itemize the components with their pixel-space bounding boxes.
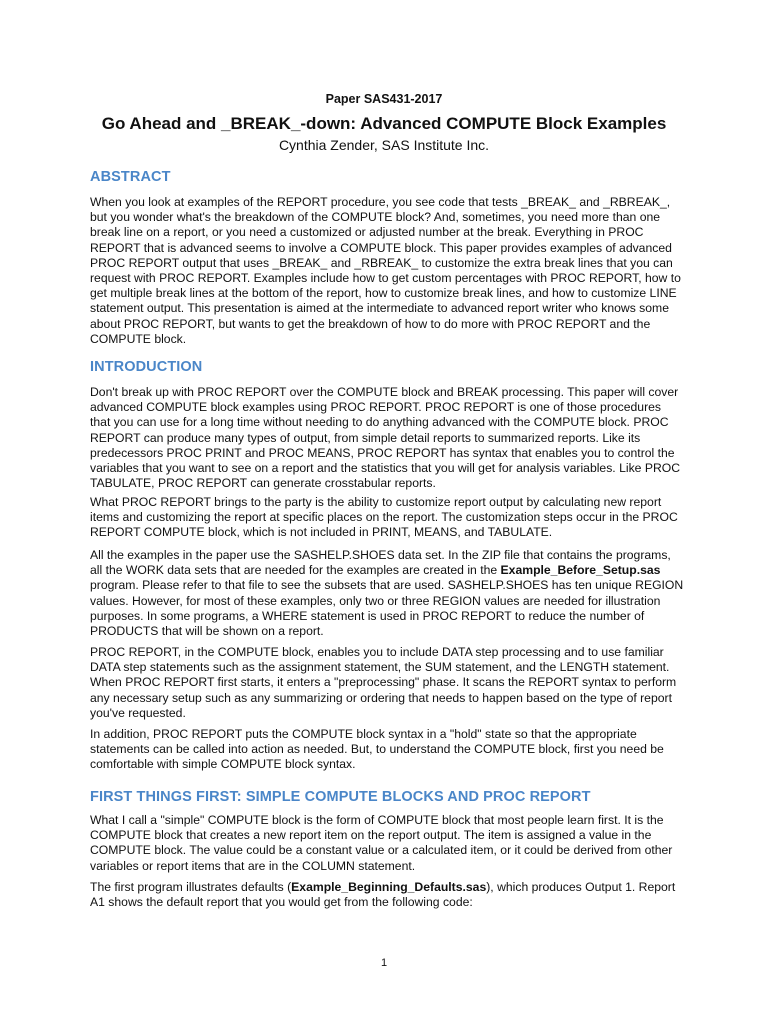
page-number: 1 [380,957,388,969]
intro-paragraph-3 [90,548,684,639]
intro-paragraph-4: PROC REPORT, in the COMPUTE block, enables you to include DATA step processing and to use familiar DATA step statements such as the assignment statement, the SUM statement, and the LENGTH statement. When PROC REPORT first starts, it enters a "preprocessing" phase. It scans the REPORT syntax to perform any necessary setup such as any summarizing or ordering that needs to happen based on the type of report you've requested. [90,645,677,720]
setup-filename: Example_Before_Setup.sas [500,563,661,578]
intro-paragraph-2: What PROC REPORT brings to the party is the ability to customize report output by calculating new report items and customizing the report at specific places on the report. The customization steps occur in the PROC REPORT COMPUTE block, which is not included in PRINT, MEANS, and TABULATE. [90,495,678,540]
intro-paragraph-1: Don't break up with PROC REPORT over the COMPUTE block and BREAK processing. This paper will cover advanced COMPUTE block examples using PROC REPORT. PROC REPORT is one of those procedures that you can use for a long time without needing to do anything advanced with the COMPUTE block. PROC REPORT can produce many types of output, from simple detail reports to summarized reports. Like its predecessors PROC PRINT and PROC MEANS, PROC REPORT has syntax that enables you to control the variables that you want to see on a report and the statistics that you will get for analysis variables. Like PROC TABULATE, PROC REPORT can generate crosstabular reports. [90,385,681,491]
defaults-filename: Example_Beginning_Defaults.sas [291,880,487,894]
first-things-paragraph-2-part-a: The first program illustrates defaults ( [90,880,292,894]
intro-paragraph-3-part-a: All the examples in the paper use the SASHELP.SHOES data set. In the ZIP file that contains the programs, all the WORK data sets that are needed for the examples are created in the [90,548,671,578]
heading-introduction: INTRODUCTION [90,359,203,375]
abstract-paragraph: When you look at examples of the REPORT procedure, you see code that tests _BREAK_ and _RBREAK_, but you wonder what's the breakdown of the COMPUTE block? And, sometimes, you need more than one break line on a report, or you need a customized or adjusted number at the break. Everything in PROC REPORT that is advanced seems to involve a COMPUTE block. This paper provides examples of advanced PROC REPORT output that uses _BREAK_ and _RBREAK_ to customize the extra break lines that you can request with PROC REPORT. Examples include how to get custom percentages with PROC REPORT, how to get multiple break lines at the bottom of the report, how to customize break lines, and how to customize LINE statement output. This presentation is aimed at the intermediate to advanced report writer who knows some about PROC REPORT, but wants to get the breakdown of how to do more with PROC REPORT and the COMPUTE block. [90,195,681,346]
first-things-paragraph-1: What I call a "simple" COMPUTE block is the form of COMPUTE block that most people learn first. It is the COMPUTE block that creates a new report item on the report output. The item is assigned a value in the COMPUTE block. The value could be a constant value or a calculated item, or it could be derived from other variables or report items that are in the COLUMN statement. [90,813,673,873]
intro-paragraph-3-part-b: program. Please refer to that file to see the subsets that are used. SASHELP.SHOES has ten unique REGION values. However, for most of these examples, only two or three REGION values are needed for illustration purposes. In some programs, a WHERE statement is used in PROC REPORT to reduce the number of PRODUCTS that will be shown on a report. [90,578,684,639]
author-line: Cynthia Zender, SAS Institute Inc. [278,137,490,153]
first-things-paragraph-2-part-b: ), which produces Output 1. Report A1 shows the default report that you would get from the following code: [90,880,676,910]
intro-paragraph-5: In addition, PROC REPORT puts the COMPUTE block syntax in a "hold" state so that the appropriate statements can be called into action as needed. But, to understand the COMPUTE block, first you need be comfortable with simple COMPUTE block syntax. [90,727,664,772]
heading-first-things-first: FIRST THINGS FIRST: SIMPLE COMPUTE BLOCKS AND PROC REPORT [90,789,591,805]
heading-abstract: ABSTRACT [90,169,171,185]
paper-title: Go Ahead and _BREAK_-down: Advanced COMPUTE Block Examples [101,114,667,133]
paper-number: Paper SAS431-2017 [325,92,443,106]
first-things-paragraph-2 [90,880,684,910]
